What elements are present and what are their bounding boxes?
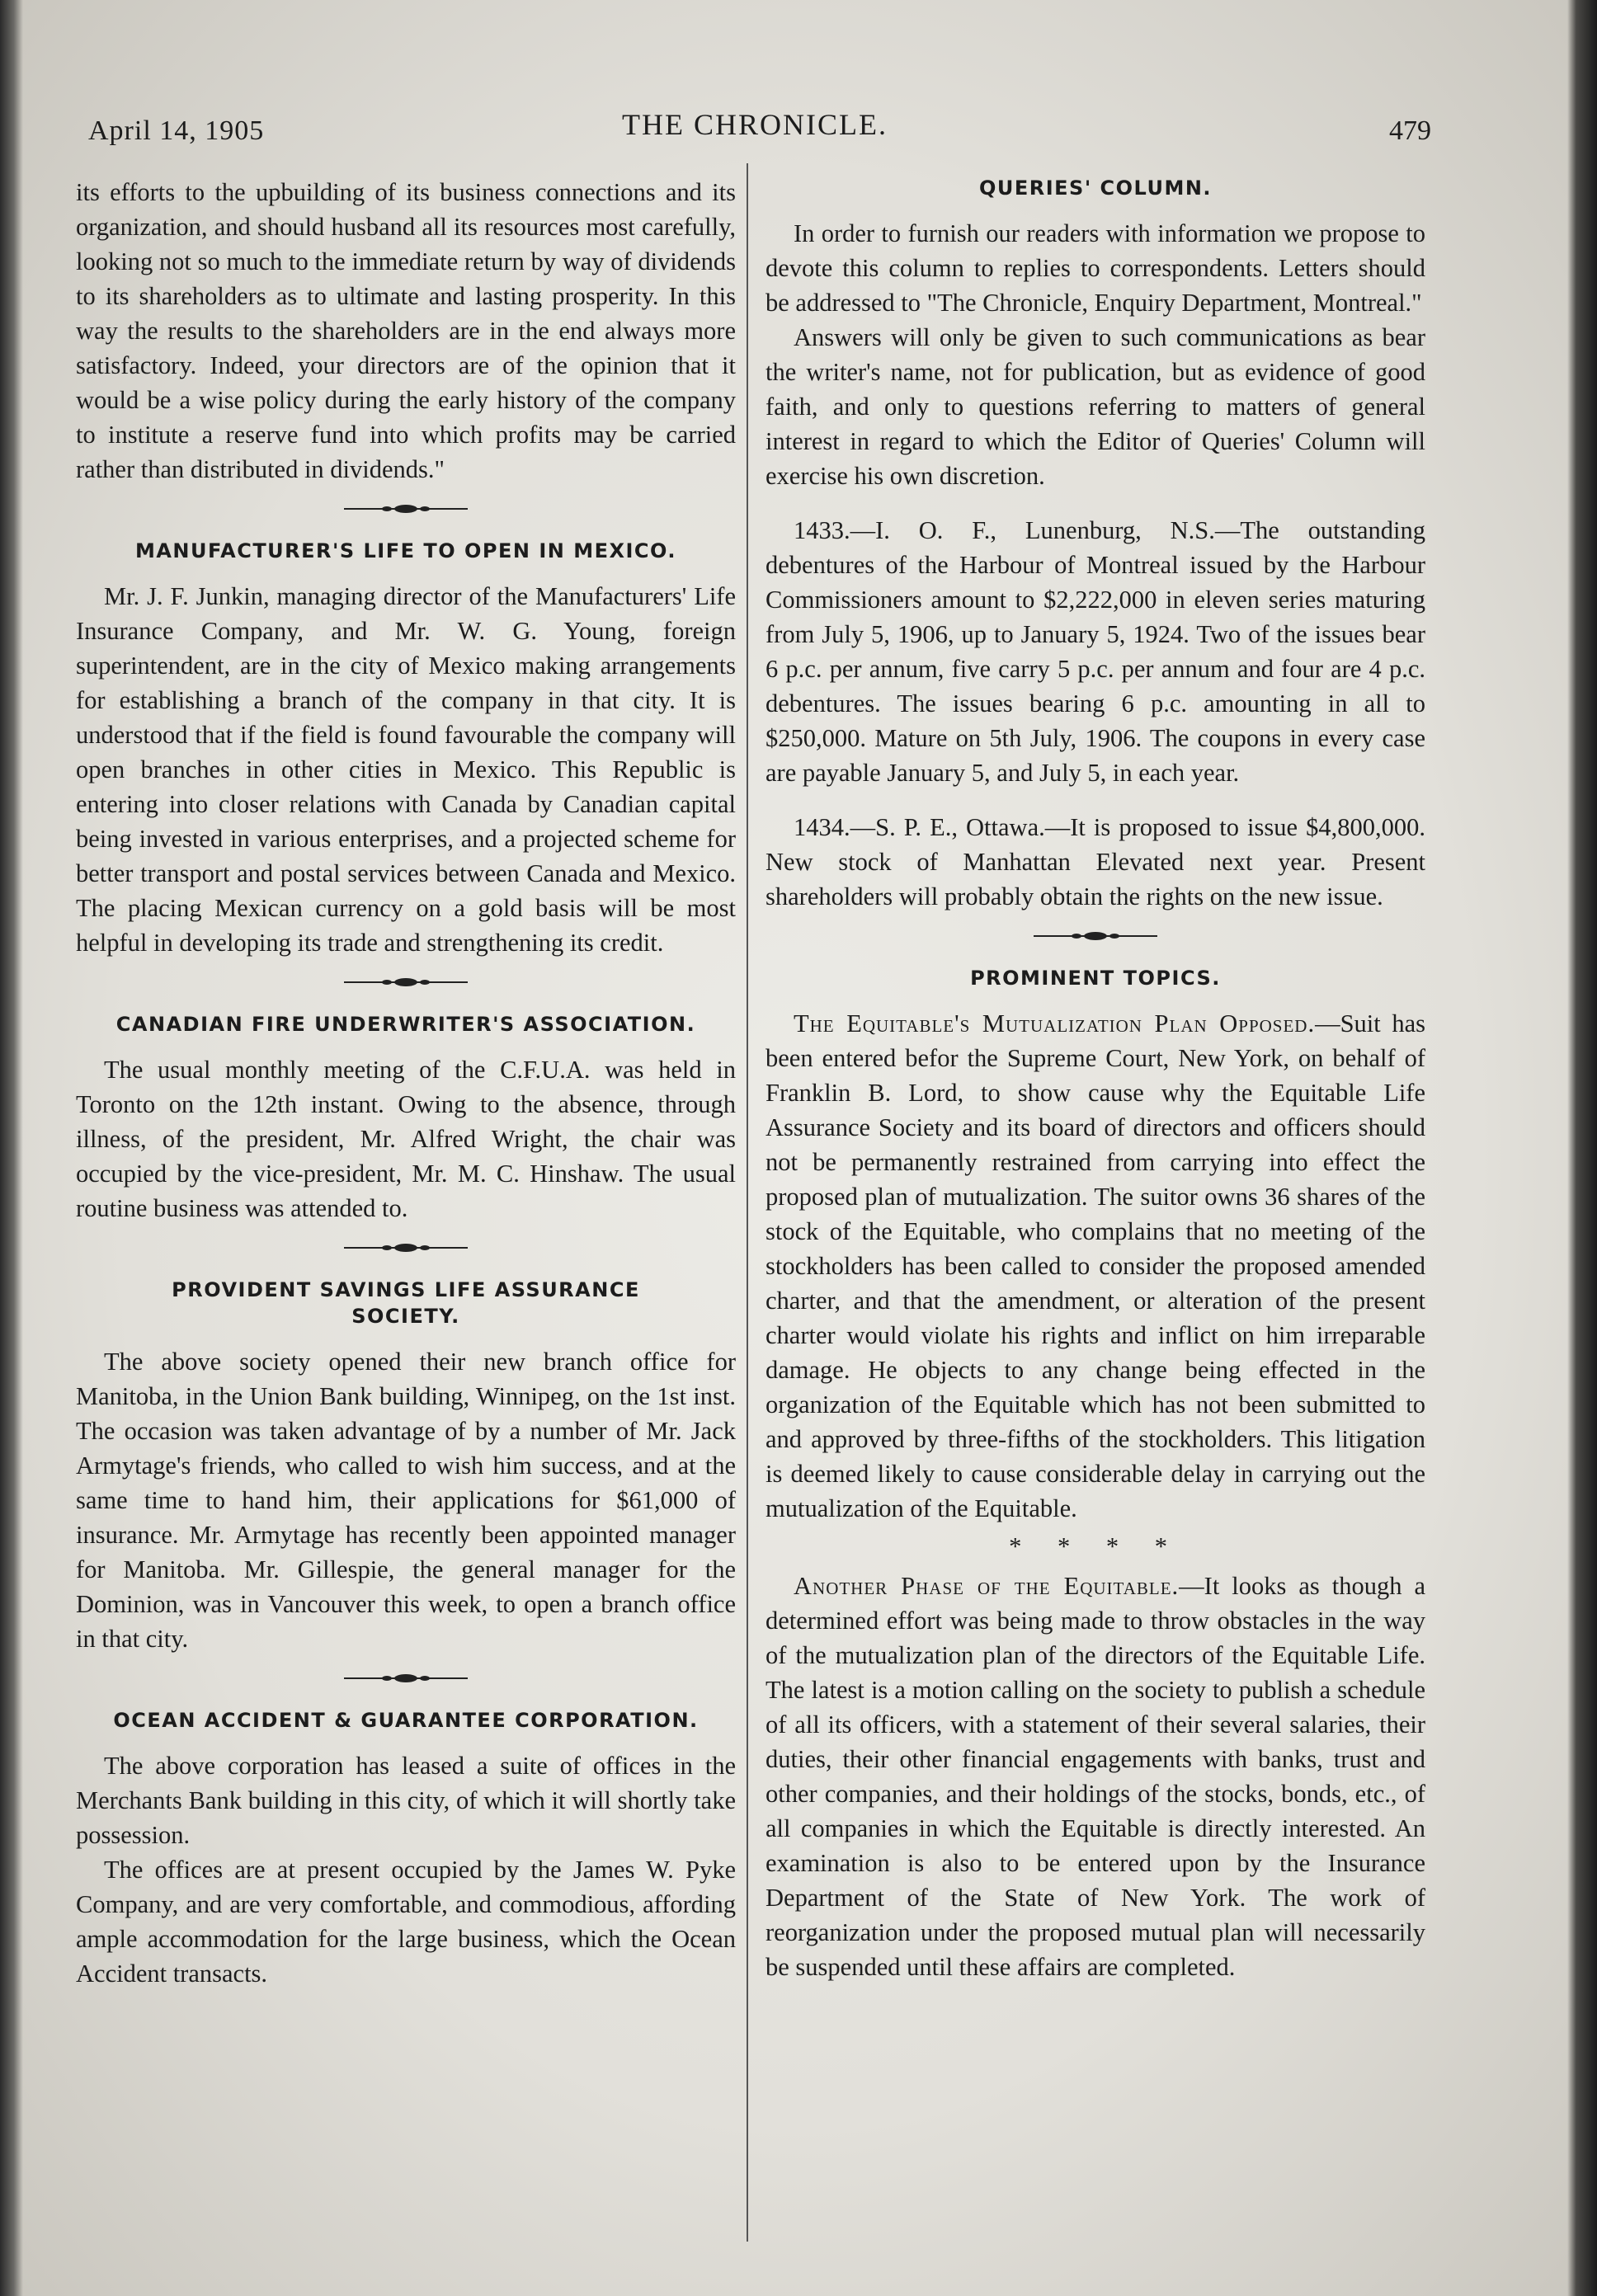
continued-paragraph: its efforts to the upbuilding of its business connections and its organization, and should husband all its resources most carefully, looking not so much to the immediate return by way of dividends to its shareholders as to ultimate and lasting prosperity. In this way the results to the shareholders are in the end always more satisfactory. Indeed, your directors are of the opinion that it would be a wise policy during the early history of the company to institute a reserve fund into which profits may be carried rather than distributed in dividends." <box>76 178 736 483</box>
masthead-title: THE CHRONICLE. <box>622 108 888 141</box>
article-paragraph: The usual monthly meeting of the C.F.U.A. was held in Toronto on the 12th instant. Owing to the absence, through illness, of the president, Mr. Alfred Wright, the chair was occupied by the vice-president, Mr. M. C. Hinshaw. The usual routine business was attended to. <box>76 1056 736 1222</box>
left-column <box>76 175 736 1991</box>
issue-date: April 14, 1905 <box>88 115 265 146</box>
topic-paragraph <box>766 1006 1425 1526</box>
section-ornament <box>76 972 736 993</box>
topic-body: —Suit has been entered befor the Supreme Court, New York, on behalf of Franklin B. Lord, to show cause why the Equitable Life Assurance Society and its board of directors and officers should not be permanently restrained from carrying into effect the proposed plan of mutualization. The suitor owns 36 shares of the stock of the Equitable, who complains that no meeting of the stockholders has been called to consider the proposed amended charter, and that the amendment, or alteration of the present charter would violate his rights and inflict on him irreparable damage. He objects to any change being effected in the organization of the Equitable which has not been submitted to and approved by three-fifths of the stockholders. This litigation is deemed likely to cause considerable delay in carrying out the mutualization of the Equitable. <box>766 1009 1425 1522</box>
section-heading-ocean-accident: OCEAN ACCIDENT & GUARANTEE CORPORATION. <box>113 1709 699 1732</box>
scan-edge-right <box>1567 0 1597 2296</box>
article-paragraph: Answers will only be given to such communications as bear the writer's name, not for publication, but as evidence of good faith, and only to questions referring to matters of general interest in regard to which the Editor of Queries' Column will exercise his own discretion. <box>766 323 1425 490</box>
section-ornament <box>766 925 1425 947</box>
article-paragraph: Mr. J. F. Junkin, managing director of the Manufacturers' Life Insurance Company, and Mr. W. G. Young, foreign superintendent, are in the city of Mexico making arrangements for establishing a branch of the company in that city. It is understood that if the field is found favourable the company will open branches in other cities in Mexico. This Republic is entering into closer relations with Canada by Canadian capital being invested in various enterprises, and a projected scheme for better transport and postal services between Canada and Mexico. The placing Mexican currency on a gold basis will be most helpful in developing its trade and strengthening its credit. <box>76 582 736 957</box>
scan-edge-left <box>0 0 23 2296</box>
query-answer-1433: 1433.—I. O. F., Lunenburg, N.S.—The outstanding debentures of the Harbour of Montreal issued by the Harbour Commissioners amount to $2,222,000 in eleven series maturing from July 5, 1906, up to January 5, 1924. Two of the issues bear 6 p.c. per annum, five carry 5 p.c. per annum and four are 4 p.c. debentures. The issues bearing 6 p.c. amounting in all to $250,000. Mature on 5th July, 1906. The coupons in every case are payable January 5, and July 5, in each year. <box>766 516 1425 787</box>
topic-title: The Equitable's Mutualization Plan Opposed. <box>794 1009 1316 1037</box>
heading-line: PROVIDENT SAVINGS LIFE ASSURANCE <box>172 1278 640 1301</box>
topic-title: Another Phase of the Equitable. <box>794 1572 1180 1600</box>
section-ornament <box>76 1668 736 1689</box>
column-divider <box>747 163 748 2242</box>
article-paragraph: In order to furnish our readers with information we propose to devote this column to replies to correspondents. Letters should be addressed to "The Chronicle, Enquiry Department, Montreal." <box>766 219 1425 317</box>
page-number: 479 <box>1389 115 1431 146</box>
right-column <box>766 175 1425 1984</box>
section-heading-manufacturers: MANUFACTURER'S LIFE TO OPEN IN MEXICO. <box>134 539 677 562</box>
section-ornament <box>76 1237 736 1259</box>
topic-body: —It looks as though a determined effort was being made to throw obstacles in the way of the mutualization plan of the directors of the Equitable Life. The latest is a motion calling on the society to publish a schedule of all its officers, with a statement of their several salaries, their duties, their other financial engagements with banks, trust and other companies, and their holdings of the stocks, bonds, etc., of all companies in which the Equitable is directly interested. An examination is also to be entered upon by the Insurance Department of the State of New York. The work of reorganization under the proposed mutual plan will necessarily be suspended until these affairs are completed. <box>766 1572 1425 1981</box>
query-answer-1434: 1434.—S. P. E., Ottawa.—It is proposed to issue $4,800,000. New stock of Manhattan Elevated next year. Present shareholders will probably obtain the rights on the new issue. <box>766 813 1425 910</box>
topic-paragraph <box>766 1569 1425 1984</box>
section-ornament <box>76 498 736 520</box>
section-heading-prominent-topics: PROMINENT TOPICS. <box>970 967 1221 990</box>
heading-line: SOCIETY. <box>351 1305 460 1328</box>
section-heading-provident <box>76 1277 736 1329</box>
article-paragraph: The offices are at present occupied by the James W. Pyke Company, and are very comfortable, and commodious, affording ample accommodation for the large business, which the Ocean Accident transacts. <box>76 1856 736 1988</box>
page-header <box>78 107 1431 157</box>
article-paragraph: The above corporation has leased a suite of offices in the Merchants Bank building in this city, of which it will shortly take possession. <box>76 1752 736 1849</box>
section-heading-cfua: CANADIAN FIRE UNDERWRITER'S ASSOCIATION. <box>115 1013 696 1036</box>
section-heading-queries: QUERIES' COLUMN. <box>978 176 1213 200</box>
article-paragraph: The above society opened their new branch office for Manitoba, in the Union Bank building, Winnipeg, on the 1st inst. The occasion was taken advantage of by a number of Mr. Jack Armytage's friends, who called to wish him success, and at the same time to hand him, their applications for $61,000 of insurance. Mr. Armytage has recently been appointed manager for Manitoba. Mr. Gillespie, the general manager for the Dominion, was in Vancouver this week, to open a branch office in that city. <box>76 1348 736 1653</box>
section-separator-stars: * * * * <box>1009 1532 1182 1560</box>
